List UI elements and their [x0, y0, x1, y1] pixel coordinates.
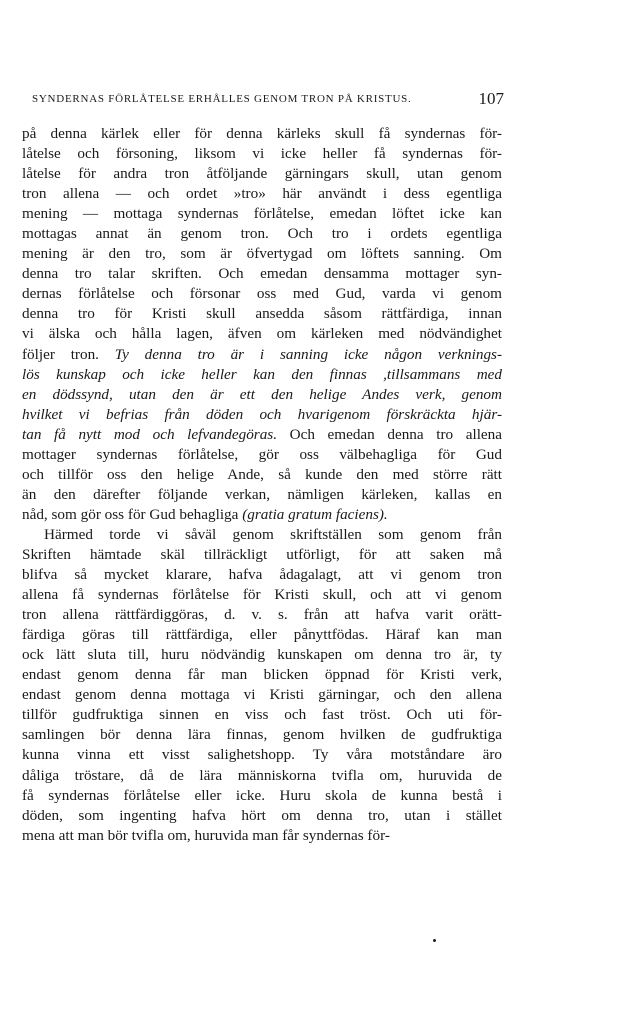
text-line — [22, 605, 502, 625]
text-segment: låtelse och försoning, liksom vi icke heller få syndernas för- — [22, 145, 502, 163]
text-line — [22, 766, 502, 786]
text-segment: vi älska och hålla lagen, äfven om kärleken med nödvändighet — [22, 325, 502, 343]
text-line — [22, 445, 502, 465]
text-segment: på denna kärlek eller för denna kärleks skull få syndernas för- — [22, 125, 502, 142]
text-line — [22, 705, 502, 725]
text-segment: tron allena rättfärdiggöras, d. v. s. från att hafva varit orätt- — [22, 606, 502, 624]
text-segment: Skriften hämtade skäl tillräckligt utförligt, för att saken må — [22, 545, 502, 563]
text-segment: döden, som ingenting hafva hört om denna tro, utan i stället — [22, 806, 502, 824]
text-line — [22, 525, 502, 545]
text-segment: låtelse för andra tron åtföljande gärningars skull, utan genom — [22, 165, 502, 183]
text-line — [22, 826, 502, 846]
text-segment: dernas förlåtelse och försonar oss med Gud, varda vi genom — [22, 285, 502, 303]
text-line — [22, 144, 502, 164]
text-segment: mening är den tro, som är öfvertygad om löftets sanning. Om — [22, 245, 502, 263]
italic-text: (gratia gratum faciens). — [242, 505, 388, 523]
text-line — [22, 405, 502, 425]
text-line — [22, 786, 502, 806]
stray-ink-mark — [433, 939, 436, 942]
text-segment: än den därefter följande verkan, nämligen kärleken, kallas en — [22, 485, 502, 503]
text-line — [22, 485, 502, 505]
text-segment: mening — mottaga syndernas förlåtelse, emedan löftet icke kan — [22, 205, 502, 223]
text-line — [22, 545, 502, 565]
body-text — [22, 124, 502, 846]
text-segment: följer tron. — [22, 345, 115, 363]
text-segment: denna tro talar skriften. Och emedan densamma mottager syn- — [22, 265, 502, 283]
text-segment: och tillför oss den helige Ande, så kunde den med större rätt — [22, 465, 502, 483]
text-segment: allena få syndernas förlåtelse för Kristi skull, och att vi genom — [22, 586, 502, 604]
text-segment: kunna vinna ett visst salighetshopp. Ty våra motståndare äro — [22, 746, 502, 764]
running-head — [32, 89, 504, 109]
text-line — [22, 465, 502, 485]
text-line — [22, 124, 502, 144]
text-line — [22, 425, 502, 445]
text-segment: tillför gudfruktiga sinnen en viss och fast tröst. Och uti för- — [22, 706, 502, 724]
text-segment: endast genom denna mottaga vi Kristi gärningar, och den allena — [22, 686, 502, 704]
text-line — [22, 244, 502, 264]
text-segment: ock lätt sluta till, huru nödvändig kunskapen om denna tro är, ty — [22, 646, 502, 664]
page-number: 107 — [478, 89, 504, 108]
text-line — [22, 385, 502, 405]
italic-text: en dödssynd, utan den är ett den helige Andes verk, genom — [22, 385, 502, 403]
text-line — [22, 324, 502, 344]
text-line — [22, 665, 502, 685]
text-line — [22, 264, 502, 284]
text-line — [22, 565, 502, 585]
text-line — [22, 745, 502, 765]
text-segment: dåliga tröstare, då de lära människorna tvifla om, huruvida de — [22, 766, 502, 784]
text-line — [22, 345, 502, 365]
text-segment: mena att man bör tvifla om, huruvida man får syndernas för- — [22, 826, 390, 844]
text-segment: nåd, som gör oss för Gud behagliga — [22, 505, 243, 523]
text-line — [22, 304, 502, 324]
text-line — [22, 284, 502, 304]
text-line — [22, 365, 502, 385]
text-line — [22, 625, 502, 645]
text-line — [22, 164, 502, 184]
text-line — [22, 725, 502, 745]
text-line — [22, 224, 502, 244]
italic-text: Ty denna tro är i sanning icke någon verknings- — [114, 345, 503, 363]
text-segment: blifva så mycket klarare, hafva ådagalagt, att vi genom tron — [22, 566, 502, 584]
text-segment: denna tro för Kristi skull ansedda såsom rättfärdiga, innan — [22, 305, 502, 323]
text-line — [22, 685, 502, 705]
italic-text: hvilket vi befrias från döden och hvarigenom förskräckta hjär- — [22, 405, 502, 423]
text-segment: färdiga göras till rättfärdiga, eller pånyttfödas. Häraf kan man — [22, 626, 502, 644]
text-line — [22, 585, 502, 605]
text-segment: mottager syndernas förlåtelse, gör oss välbehagliga för Gud — [22, 445, 502, 463]
text-segment: samlingen bör denna lära finnas, genom hvilken de gudfruktiga — [22, 726, 502, 744]
text-line — [22, 204, 502, 224]
text-line — [22, 505, 502, 525]
italic-text: tan få nytt mod och lefvandegöras. — [22, 425, 277, 443]
text-segment: Härmed torde vi såväl genom skriftställen som genom från — [44, 525, 502, 543]
text-line — [22, 645, 502, 665]
text-segment: endast genom denna får man blicken öppnad för Kristi verk, — [22, 666, 502, 684]
text-segment: tron allena — och ordet »tro» här användt i dess egentliga — [22, 185, 502, 203]
running-title: SYNDERNAS FÖRLÅTELSE ERHÅLLES GENOM TRON PÅ KRISTUS. — [32, 93, 412, 105]
text-line — [22, 806, 502, 826]
text-line — [22, 184, 502, 204]
text-segment: få syndernas förlåtelse eller icke. Huru skola de kunna bestå i — [22, 786, 502, 804]
text-segment: mottagas annat än genom tron. Och tro i ordets egentliga — [22, 225, 502, 243]
text-segment: Och emedan denna tro allena — [277, 425, 502, 443]
italic-text: lös kunskap och icke heller kan den finnas ,tillsammans med — [22, 365, 502, 383]
